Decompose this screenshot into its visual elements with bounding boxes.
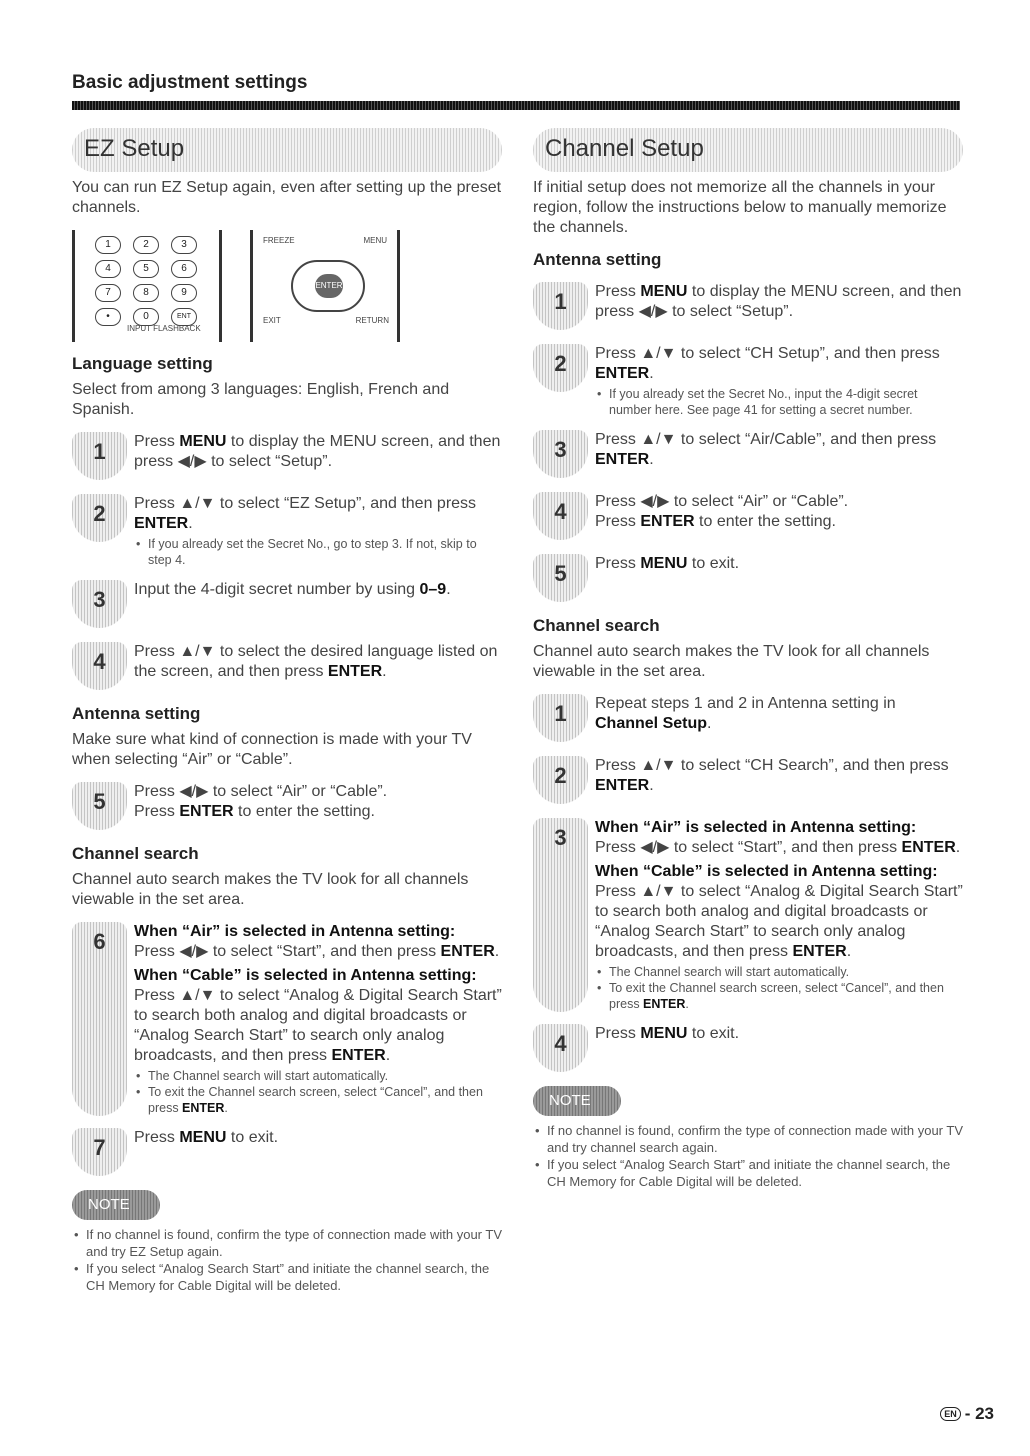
key-4: 4 — [95, 260, 121, 278]
antenna-text: Make sure what kind of connection is made with your TV when selecting “Air” or “Cable”. — [72, 731, 472, 768]
language-heading: Language setting — [72, 354, 213, 373]
return-label: RETURN — [355, 316, 389, 325]
step-3: 3 Press ▲/▼ to select “Air/Cable”, and then press ENTER. — [533, 430, 963, 480]
step-number-badge: 1 — [533, 694, 588, 742]
antenna-heading: Antenna setting — [72, 704, 201, 723]
key-0: 0 — [133, 308, 159, 326]
channel-search-heading: Channel search — [533, 616, 660, 635]
intro-text: If initial setup does not memorize all the channels in your region, follow the instructions below to manually memorize the channels. — [533, 179, 947, 236]
page-header: Basic adjustment settings — [72, 72, 308, 93]
menu-label: MENU — [363, 236, 387, 245]
freeze-label: FREEZE — [263, 236, 295, 245]
key-8: 8 — [133, 284, 159, 302]
step-number-badge: 6 — [72, 922, 127, 1116]
key-ent: ENT — [171, 308, 197, 326]
antenna-heading: Antenna setting — [533, 250, 662, 269]
note-label: NOTE — [72, 1190, 160, 1220]
step-bullet: • To exit the Channel search screen, select “Cancel”, and then press ENTER. — [595, 980, 963, 1012]
channel-search-text: Channel auto search makes the TV look for all channels viewable in the set area. — [533, 643, 930, 680]
step-4: 4 Press ▲/▼ to select the desired language listed on the screen, and then press ENTER. — [72, 642, 502, 692]
step-number-badge: 2 — [533, 344, 588, 392]
step-number-badge: 4 — [533, 1024, 588, 1072]
channel-setup-column — [533, 128, 963, 1190]
input-flashback-label: INPUT FLASHBACK — [127, 324, 201, 333]
channel-search-text: Channel auto search makes the TV look for all channels viewable in the set area. — [72, 871, 469, 908]
remote-keypad-illustration — [72, 230, 222, 342]
step-number-badge: 2 — [72, 494, 127, 542]
intro-text: You can run EZ Setup again, even after setting up the preset channels. — [72, 179, 502, 216]
note-item: • If no channel is found, confirm the type of connection made with your TV and try channel search again. — [533, 1122, 963, 1156]
step-number-badge: 2 — [533, 756, 588, 804]
remote-illustrations — [72, 230, 502, 342]
step-5: 5 Press MENU to exit. — [533, 554, 963, 604]
step-6: 6 When “Air” is selected in Antenna setting: Press ◀/▶ to select “Start”, and then press ENTER. When “Cable” is selected in Antenna setting: Press ▲/▼ to select “Analog & Digital Search Start” to search both analog and digital broadcasts or “Analog Search Start” to search only analog broadcasts, and then press ENTER. • The Channel search will start automatically. • To exit the Channel search screen, select “Cancel”, and then press ENTER. — [72, 922, 502, 1116]
key-1: 1 — [95, 236, 121, 254]
step-number-badge: 5 — [533, 554, 588, 602]
step-number-badge: 1 — [533, 282, 588, 330]
step-4: 4 Press MENU to exit. — [533, 1024, 963, 1074]
step-number-badge: 4 — [533, 492, 588, 540]
header-rule — [72, 101, 960, 110]
key-7: 7 — [95, 284, 121, 302]
step-bullet: • The Channel search will start automatically. — [134, 1068, 502, 1084]
note-label: NOTE — [533, 1086, 621, 1116]
section-title: EZ Setup — [84, 135, 185, 162]
step-2: 2 Press ▲/▼ to select “CH Setup”, and then press ENTER. • If you already set the Secret No., input the 4-digit secret number here. See page 41 for setting a secret number. — [533, 344, 963, 418]
dpad-icon — [291, 260, 365, 312]
step-7: 7 Press MENU to exit. — [72, 1128, 502, 1178]
language-badge: EN — [940, 1407, 961, 1421]
ez-setup-banner — [72, 128, 502, 172]
key-9: 9 — [171, 284, 197, 302]
step-number-badge: 3 — [72, 580, 127, 628]
step-number-badge: 5 — [72, 782, 127, 830]
step-1: 1 Press MENU to display the MENU screen, and then press ◀/▶ to select “Setup”. — [72, 432, 502, 482]
note-item: • If you select “Analog Search Start” and initiate the channel search, the CH Memory for Cable Digital will be deleted. — [533, 1156, 963, 1190]
step-4: 4 Press ◀/▶ to select “Air” or “Cable”. Press ENTER to enter the setting. — [533, 492, 963, 542]
page-number: EN - 23 — [940, 1404, 994, 1424]
channel-search-heading: Channel search — [72, 844, 199, 863]
step-5: 5 Press ◀/▶ to select “Air” or “Cable”. Press ENTER to enter the setting. — [72, 782, 502, 832]
enter-key: ENTER — [315, 274, 343, 298]
remote-dpad-illustration — [250, 230, 400, 342]
key-dot: • — [95, 308, 121, 326]
step-bullet: • If you already set the Secret No., go to step 3. If not, skip to step 4. — [134, 536, 502, 568]
key-6: 6 — [171, 260, 197, 278]
key-3: 3 — [171, 236, 197, 254]
ez-setup-column — [72, 128, 502, 1294]
step-2: 2 Press ▲/▼ to select “EZ Setup”, and then press ENTER. • If you already set the Secret No., go to step 3. If not, skip to step 4. — [72, 494, 502, 568]
section-title: Channel Setup — [545, 135, 704, 162]
step-3: 3 Input the 4-digit secret number by using 0–9. — [72, 580, 502, 630]
channel-setup-banner — [533, 128, 963, 172]
step-2: 2 Press ▲/▼ to select “CH Search”, and then press ENTER. — [533, 756, 963, 806]
note-item: • If no channel is found, confirm the type of connection made with your TV and try EZ Setup again. — [72, 1226, 502, 1260]
exit-label: EXIT — [263, 316, 281, 325]
step-1: 1 Press MENU to display the MENU screen, and then press ◀/▶ to select “Setup”. — [533, 282, 963, 332]
step-number-badge: 1 — [72, 432, 127, 480]
step-bullet: • To exit the Channel search screen, select “Cancel”, and then press ENTER. — [134, 1084, 502, 1116]
step-bullet: • If you already set the Secret No., input the 4-digit secret number here. See page 41 for setting a secret number. — [595, 386, 963, 418]
step-3: 3 When “Air” is selected in Antenna setting: Press ◀/▶ to select “Start”, and then press ENTER. When “Cable” is selected in Antenna setting: Press ▲/▼ to select “Analog & Digital Search Start” to search both analog and digital broadcasts or “Analog Search Start” to search only analog broadcasts, and then press ENTER. • The Channel search will start automatically. • To exit the Channel search screen, select “Cancel”, and then press ENTER. — [533, 818, 963, 1012]
note-item: • If you select “Analog Search Start” and initiate the channel search, the CH Memory for Cable Digital will be deleted. — [72, 1260, 502, 1294]
step-number-badge: 7 — [72, 1128, 127, 1176]
step-bullet: • The Channel search will start automatically. — [595, 964, 963, 980]
step-number-badge: 3 — [533, 430, 588, 478]
key-5: 5 — [133, 260, 159, 278]
step-number-badge: 3 — [533, 818, 588, 1012]
key-2: 2 — [133, 236, 159, 254]
step-number-badge: 4 — [72, 642, 127, 690]
language-text: Select from among 3 languages: English, French and Spanish. — [72, 381, 450, 418]
step-1: 1 Repeat steps 1 and 2 in Antenna setting in Channel Setup. — [533, 694, 963, 744]
